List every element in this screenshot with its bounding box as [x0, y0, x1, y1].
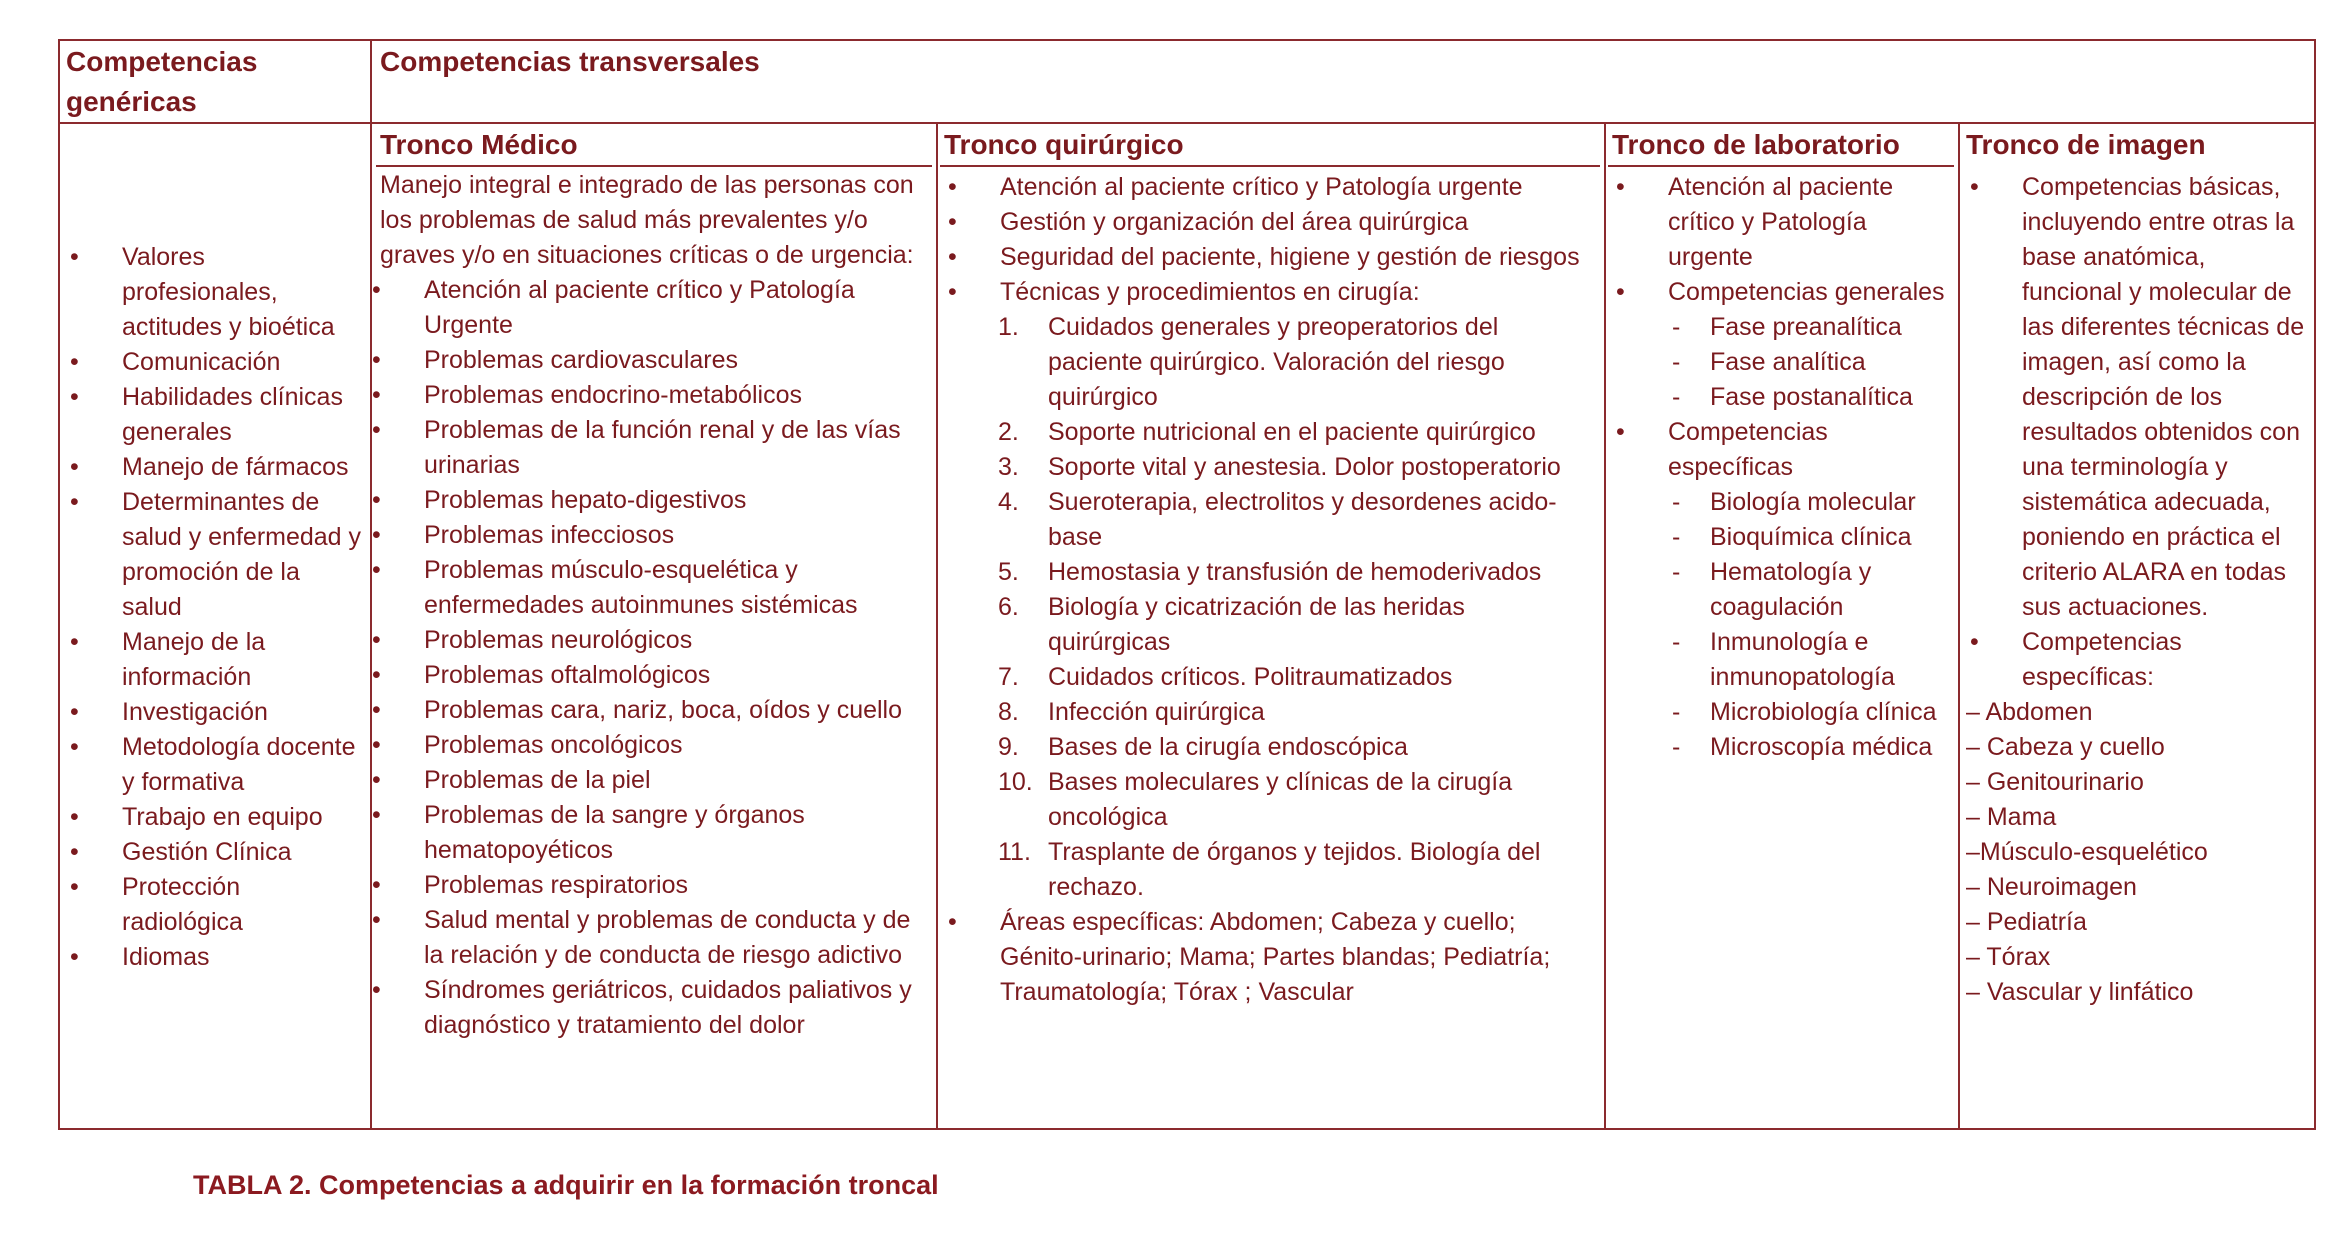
- imagen-area-item: – Genitourinario: [1966, 768, 2144, 796]
- item-number: 7.: [998, 663, 1019, 691]
- quirurgico-numbered-item: [998, 485, 1594, 555]
- quirurgico-title: Tronco quirúrgico: [944, 129, 1184, 160]
- item-number: 10.: [998, 768, 1033, 796]
- laboratorio-especificas-item: - Bioquímica clínica: [1662, 520, 1956, 555]
- laboratorio-generales-item: - Fase preanalítica: [1662, 310, 1956, 345]
- item-number: 1.: [998, 313, 1019, 341]
- item-text: Hemostasia y transfusión de hemoderivados: [1048, 558, 1542, 586]
- medico-list-item: • Salud mental y problemas de conducta y de la relación y de conducta de riesgo adictivo: [368, 903, 928, 973]
- imagen-list: [1966, 170, 2312, 695]
- quirurgico-numbered-item: [998, 695, 1594, 730]
- imagen-title: Tronco de imagen: [1966, 129, 2206, 160]
- quirurgico-list-item: • Atención al paciente crítico y Patología urgente: [944, 170, 1594, 205]
- medico-list-item: • Problemas oftalmológicos: [368, 658, 928, 693]
- generic-list-item: • Idiomas: [66, 940, 364, 975]
- medico-list-item: • Problemas endocrino-metabólicos: [368, 378, 928, 413]
- laboratorio-item-especificas: • Competencias específicas: [1612, 415, 1956, 485]
- generic-list-item: • Manejo de la información: [66, 625, 364, 695]
- item-text: Biología y cicatrización de las heridas quirúrgicas: [1048, 593, 1465, 656]
- item-text: Infección quirúrgica: [1048, 698, 1265, 726]
- laboratorio-title: Tronco de laboratorio: [1612, 129, 1900, 160]
- imagen-item-especificas: • Competencias específicas:: [1966, 625, 2312, 695]
- medico-list: [368, 273, 928, 1043]
- medico-list-item: • Problemas infecciosos: [368, 518, 928, 553]
- laboratorio-column: [1612, 170, 1956, 765]
- quirurgico-numbered-item: [998, 450, 1594, 485]
- quirurgico-numbered-item: [998, 555, 1594, 590]
- item-text: Cuidados críticos. Politraumatizados: [1048, 663, 1453, 691]
- quirurgico-numbered-item: [998, 765, 1594, 835]
- transversal-competencies-header: Competencias transversales: [380, 46, 760, 77]
- generic-list-item: • Metodología docente y formativa: [66, 730, 364, 800]
- imagen-area-item: – Mama: [1966, 803, 2057, 831]
- laboratorio-generales-item: - Fase analítica: [1662, 345, 1956, 380]
- laboratorio-item-generales: • Competencias generales: [1612, 275, 1956, 310]
- imagen-area-item: – Vascular y linfático: [1966, 978, 2194, 1006]
- item-text: Bases de la cirugía endoscópica: [1048, 733, 1408, 761]
- generic-list-item: • Investigación: [66, 695, 364, 730]
- laboratorio-generales-item: - Fase postanalítica: [1662, 380, 1956, 415]
- generic-list-item: • Valores profesionales, actitudes y bioética: [66, 240, 364, 345]
- table-caption: TABLA 2. Competencias a adquirir en la formación troncal: [193, 1170, 939, 1200]
- quirurgico-numbered-item: [998, 730, 1594, 765]
- item-number: 2.: [998, 418, 1019, 446]
- laboratorio-especificas-item: - Hematología y coagulación: [1662, 555, 1956, 625]
- medico-list-item: • Problemas oncológicos: [368, 728, 928, 763]
- imagen-item-basicas: • Competencias básicas, incluyendo entre otras la base anatómica, funcional y molecular de las diferentes técnicas de imagen, así como la descripción de los resultados obtenidos con una terminología y sistemática adecuada, poniendo en práctica el criterio ALARA en todas sus actuaciones.: [1966, 170, 2312, 625]
- medico-list-item: • Problemas respiratorios: [368, 868, 928, 903]
- imagen-area-item: –Músculo-esquelético: [1966, 838, 2208, 866]
- laboratorio-generales-list: [1662, 310, 1956, 415]
- laboratorio-column-divider: [1958, 122, 1960, 1130]
- laboratorio-title-underline: [1608, 165, 1954, 167]
- medico-list-item: • Problemas de la función renal y de las vías urinarias: [368, 413, 928, 483]
- quirurgico-numbered-item: [998, 660, 1594, 695]
- laboratorio-item-critico: • Atención al paciente crítico y Patología urgente: [1612, 170, 1956, 275]
- quirurgico-list-item: • Técnicas y procedimientos en cirugía:: [944, 275, 1594, 310]
- medico-list-item: • Problemas de la sangre y órganos hematopoyéticos: [368, 798, 928, 868]
- medico-column-divider: [936, 122, 938, 1130]
- imagen-areas-list: [1966, 695, 2312, 1010]
- quirurgico-list: [944, 170, 1594, 310]
- medico-list-item: • Problemas hepato-digestivos: [368, 483, 928, 518]
- quirurgico-numbered-list: [998, 310, 1594, 905]
- generic-list-item: • Determinantes de salud y enfermedad y promoción de la salud: [66, 485, 364, 625]
- item-text: Soporte nutricional en el paciente quirúrgico: [1048, 418, 1536, 446]
- generic-list-item: • Habilidades clínicas generales: [66, 380, 364, 450]
- generic-list-item: • Manejo de fármacos: [66, 450, 364, 485]
- table-header-divider: [58, 122, 2316, 124]
- imagen-area-item: – Abdomen: [1966, 698, 2093, 726]
- laboratorio-list: [1612, 170, 1956, 310]
- item-number: 4.: [998, 488, 1019, 516]
- generic-list-item: • Comunicación: [66, 345, 364, 380]
- item-text: Trasplante de órganos y tejidos. Biología del rechazo.: [1048, 838, 1541, 901]
- medico-list-item: • Problemas cara, nariz, boca, oídos y cuello: [368, 693, 928, 728]
- laboratorio-especificas-item: - Inmunología e inmunopatología: [1662, 625, 1956, 695]
- imagen-column: [1966, 170, 2312, 1010]
- item-number: 8.: [998, 698, 1019, 726]
- item-text: Bases moleculares y clínicas de la cirugía oncológica: [1048, 768, 1513, 831]
- laboratorio-list-2: [1612, 415, 1956, 485]
- laboratorio-especificas-item: - Microscopía médica: [1662, 730, 1956, 765]
- quirurgico-list-item: • Seguridad del paciente, higiene y gestión de riesgos: [944, 240, 1594, 275]
- quirurgico-numbered-item: [998, 835, 1594, 905]
- quirurgico-numbered-item: [998, 590, 1594, 660]
- generic-column: [66, 240, 364, 975]
- quirurgico-column: [944, 170, 1594, 1010]
- generic-list: [66, 240, 364, 975]
- imagen-area-item: – Tórax: [1966, 943, 2051, 971]
- medico-list-item: • Problemas músculo-esquelética y enfermedades autoinmunes sistémicas: [368, 553, 928, 623]
- medico-column: [380, 168, 928, 1043]
- quirurgico-list-item: • Gestión y organización del área quirúrgica: [944, 205, 1594, 240]
- medico-list-item: • Problemas cardiovasculares: [368, 343, 928, 378]
- laboratorio-especificas-item: - Microbiología clínica: [1662, 695, 1956, 730]
- quirurgico-column-divider: [1604, 122, 1606, 1130]
- quirurgico-numbered-item: [998, 415, 1594, 450]
- quirurgico-areas: • Áreas específicas: Abdomen; Cabeza y cuello; Génito-urinario; Mama; Partes blandas; Pediatría; Traumatología; Tórax ; Vascular: [944, 905, 1594, 1010]
- medico-list-item: • Atención al paciente crítico y Patología Urgente: [368, 273, 928, 343]
- quirurgico-areas-list: [944, 905, 1594, 1010]
- medico-title-underline: [376, 165, 932, 167]
- laboratorio-especificas-item: - Biología molecular: [1662, 485, 1956, 520]
- medico-list-item: • Problemas de la piel: [368, 763, 928, 798]
- item-text: Soporte vital y anestesia. Dolor postoperatorio: [1048, 453, 1561, 481]
- medico-title: Tronco Médico: [380, 129, 578, 160]
- item-number: 11.: [998, 838, 1031, 866]
- medico-list-item: • Problemas neurológicos: [368, 623, 928, 658]
- quirurgico-numbered-item: [998, 310, 1594, 415]
- generic-competencies-header: Competencias genéricas: [66, 46, 258, 117]
- item-number: 9.: [998, 733, 1019, 761]
- medico-intro: Manejo integral e integrado de las personas con los problemas de salud más prevalentes y/o graves y/o en situaciones críticas o de urgencia:: [380, 171, 914, 269]
- generic-list-item: • Trabajo en equipo: [66, 800, 364, 835]
- imagen-area-item: – Neuroimagen: [1966, 873, 2137, 901]
- item-text: Cuidados generales y preoperatorios del paciente quirúrgico. Valoración del riesgo quirúrgico: [1048, 313, 1505, 411]
- medico-list-item: • Síndromes geriátricos, cuidados paliativos y diagnóstico y tratamiento del dolor: [368, 973, 928, 1043]
- imagen-area-item: – Pediatría: [1966, 908, 2087, 936]
- imagen-area-item: – Cabeza y cuello: [1966, 733, 2165, 761]
- item-number: 5.: [998, 558, 1019, 586]
- item-number: 6.: [998, 593, 1019, 621]
- quirurgico-title-underline: [940, 165, 1600, 167]
- item-text: Sueroterapia, electrolitos y desordenes acido-base: [1048, 488, 1557, 551]
- item-number: 3.: [998, 453, 1019, 481]
- laboratorio-especificas-list: [1662, 485, 1956, 765]
- generic-list-item: • Protección radiológica: [66, 870, 364, 940]
- generic-list-item: • Gestión Clínica: [66, 835, 364, 870]
